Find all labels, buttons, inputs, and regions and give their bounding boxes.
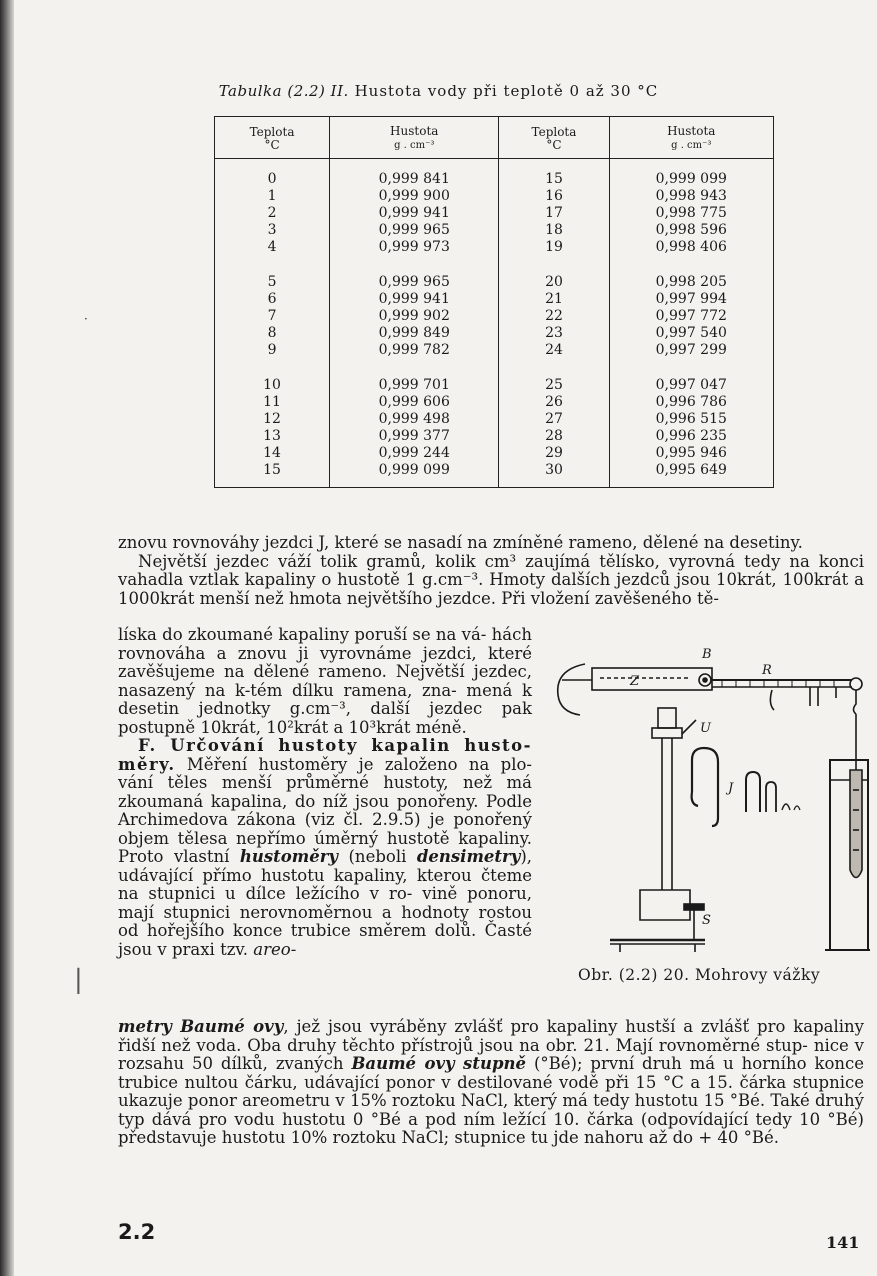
cell-hustota: 0,999 941: [330, 205, 499, 222]
cell-hustota: 0,999 782: [330, 342, 499, 359]
cell-hustota: 0,999 965: [330, 222, 499, 239]
margin-pencil-mark: |: [74, 965, 83, 995]
cell-hustota: 0,999 244: [330, 445, 499, 462]
cell-teplota: 0: [215, 171, 330, 188]
cell-teplota: 21: [499, 291, 609, 308]
cell-hustota: 0,997 047: [655, 377, 727, 393]
margin-speck: ·: [84, 312, 88, 326]
cell-hustota: 0,997 772: [655, 308, 727, 324]
page-binding-edge: [0, 0, 14, 1276]
cell-teplota: 29: [499, 445, 609, 462]
table-row: [215, 377, 774, 394]
cell-hustota: 0,996 515: [655, 411, 727, 427]
cell-hustota: 0,996 235: [655, 428, 727, 444]
cell-hustota: 0,999 498: [330, 411, 499, 428]
cell-hustota: 0,995 649: [655, 462, 727, 478]
label-j: J: [728, 781, 734, 796]
cell-teplota: 13: [215, 428, 330, 445]
cell-hustota: 0,999 849: [330, 325, 499, 342]
cell-teplota: 3: [215, 222, 330, 239]
cell-hustota: 0,997 994: [655, 291, 727, 307]
table-body: [215, 159, 774, 488]
density-table: [214, 116, 774, 488]
cell-teplota: 6: [215, 291, 330, 308]
cell-hustota: 0,999 941: [330, 291, 499, 308]
paragraph-jezdci: Největší jezdec váží tolik gramů, kolik cm³ zaujímá tělísko, vyrovná tedy na konci vahadla vztlak kapaliny o hustotě 1 g.cm⁻³. Hmoty dalších jezdců jsou 10krát, 100krát a 1000krát menší než hmota největšího jezdce. Při vložení zavěšeného tě-: [118, 551, 864, 608]
table-row: [215, 428, 774, 445]
cell-hustota: 0,999 900: [330, 188, 499, 205]
cell-teplota: 26: [499, 394, 609, 411]
cell-teplota: 2: [215, 205, 330, 222]
section-f-text-2: (neboli: [348, 847, 407, 866]
term-areometry-baume: metry Baumé ovy: [118, 1017, 284, 1036]
table-caption: [0, 82, 877, 100]
table-row: [215, 239, 774, 256]
table-row: [215, 274, 774, 291]
table-spacer-row: [215, 479, 774, 488]
figure-caption: Obr. (2.2) 20. Mohrovy vážky: [578, 966, 821, 984]
table-row: [215, 188, 774, 205]
table-row: [215, 171, 774, 188]
cell-teplota: 27: [499, 411, 609, 428]
cell-teplota: 4: [215, 239, 330, 256]
section-number: 2.2: [118, 1220, 156, 1244]
cell-teplota: 19: [499, 239, 609, 256]
table-spacer-row: [215, 256, 774, 274]
cell-hustota: 0,998 943: [655, 188, 727, 204]
cell-hustota: 0,997 540: [655, 325, 727, 341]
section-f-text-1: Měření hustoměry je založeno na plo- vání těles menší průměrné hustoty, než má zkoumaná kapalina, do níž jsou ponořeny. Podle Archimedova zákona (viz čl. 2.9.5) je ponořený objem tělesa nepřímo úměrný hustotě kapaliny. Proto vlastní: [118, 754, 532, 866]
label-s: S: [702, 913, 711, 928]
cell-hustota: 0,999 377: [330, 428, 499, 445]
label-u: U: [700, 721, 711, 736]
table-row: [215, 291, 774, 308]
cell-hustota: 0,998 775: [655, 205, 727, 221]
cell-teplota: 25: [499, 377, 609, 394]
cell-hustota: 0,998 596: [655, 222, 727, 238]
cell-hustota: 0,998 406: [655, 239, 727, 255]
table-caption-prefix: Tabulka (2.2) II.: [218, 82, 349, 100]
table-row: [215, 411, 774, 428]
term-hustomery: hustoměry: [239, 847, 339, 866]
table-row: [215, 222, 774, 239]
table-spacer-row: [215, 159, 774, 172]
cell-hustota: 0,998 205: [655, 274, 727, 290]
cell-hustota: 0,999 902: [330, 308, 499, 325]
cell-hustota: 0,995 946: [655, 445, 727, 461]
section-f-heading: F. Určování hustoty kapalin husto- měry.: [118, 736, 532, 774]
header-teplota-2: Teplota °C: [499, 117, 609, 159]
label-r: R: [762, 663, 772, 678]
paragraph-narrow-column: [118, 626, 532, 959]
cell-teplota: 24: [499, 342, 609, 359]
cell-teplota: 15: [499, 171, 609, 188]
cell-teplota: 17: [499, 205, 609, 222]
table-spacer-row: [215, 359, 774, 377]
cell-hustota: 0,999 606: [330, 394, 499, 411]
table-header-row: [215, 117, 774, 159]
section-f: [118, 737, 532, 959]
paragraph-baume: [118, 1018, 864, 1148]
term-densimetry: densimetry: [416, 847, 521, 866]
density-table-wrap: [214, 116, 774, 512]
cell-teplota: 22: [499, 308, 609, 325]
cell-teplota: 30: [499, 462, 609, 479]
cell-teplota: 23: [499, 325, 609, 342]
table-row: [215, 205, 774, 222]
cell-hustota: 0,999 701: [330, 377, 499, 394]
mohr-balance-figure: [540, 640, 870, 960]
cell-hustota: 0,997 299: [655, 342, 727, 358]
cell-teplota: 16: [499, 188, 609, 205]
cell-hustota: 0,999 099: [655, 171, 727, 187]
label-z: Z: [630, 674, 640, 689]
page-number: 141: [826, 1233, 860, 1252]
cell-teplota: 15: [215, 462, 330, 479]
table-row: [215, 325, 774, 342]
cell-teplota: 10: [215, 377, 330, 394]
table-row: [215, 394, 774, 411]
table-row: [215, 462, 774, 479]
table-row: [215, 445, 774, 462]
cell-hustota: 0,999 099: [330, 462, 499, 479]
header-hustota-1: Hustota g . cm⁻³: [330, 117, 499, 159]
cell-teplota: 5: [215, 274, 330, 291]
cell-teplota: 8: [215, 325, 330, 342]
table-row: [215, 342, 774, 359]
paragraph-line: znovu rovnováhy jezdci J, které se nasadí na zmíněné rameno, dělené na desetiny.: [118, 533, 803, 552]
cell-teplota: 7: [215, 308, 330, 325]
term-areo: areo-: [253, 939, 297, 959]
paragraph-baume-text-1: , jež jsou vyráběny zvlášť pro kapaliny hustší a zvlášť pro kapaliny řidší než voda. Oba druhy těchto přístrojů jsou na obr. 21. Mají rovnoměrné stup- nice v rozsahu 50 dílků, zvaných: [118, 1017, 864, 1073]
cell-teplota: 1: [215, 188, 330, 205]
section-f-text-3: ), udávající přímo hustotu kapaliny, kterou čteme na stupnici u dílce ležícího v ro- vině ponoru, mají stupnici nerovnoměrnou a hodnoty rostou od hořejšího konce trubice směrem dolů. Časté jsou v praxi tzv.: [118, 847, 532, 959]
table-caption-title: Hustota vody při teplotě 0 až 30 °C: [354, 82, 659, 100]
term-baume-stupne: Baumé ovy stupně: [351, 1054, 526, 1073]
cell-teplota: 14: [215, 445, 330, 462]
header-teplota-1: Teplota °C: [215, 117, 330, 159]
cell-teplota: 9: [215, 342, 330, 359]
cell-teplota: 12: [215, 411, 330, 428]
cell-teplota: 20: [499, 274, 609, 291]
cell-teplota: 28: [499, 428, 609, 445]
cell-hustota: 0,999 965: [330, 274, 499, 291]
table-row: [215, 308, 774, 325]
cell-hustota: 0,999 973: [330, 239, 499, 256]
mohr-balance-drawing: [540, 640, 870, 960]
cell-hustota: 0,999 841: [330, 171, 499, 188]
header-hustota-2: Hustota g . cm⁻³: [609, 117, 773, 159]
cell-teplota: 11: [215, 394, 330, 411]
cell-teplota: 18: [499, 222, 609, 239]
label-b: B: [702, 647, 712, 662]
paragraph-jezdci-cont: líska do zkoumané kapaliny poruší se na vá- hách rovnováha a znovu ji vyrovnáme jezdci, které zavěšujeme na dělené rameno. Největší jezdec, nasazený na k-tém dílku ramena, zna- mená k desetin jednotky g.cm⁻³, další jezdec pak postupně 10krát, 10²krát a 10³krát méně.: [118, 625, 532, 737]
paragraph-continuation: [118, 534, 864, 608]
paragraph-full-bottom: [118, 1018, 864, 1148]
paragraph-baume-text-2: (°Bé); první druh má u horního konce trubice nultou čárku, udávající ponor v destilované vodě při 15 °C a 15. čárka stupnice ukazuje ponor areometru v 15% roztoku NaCl, který má tedy hustotu 15 °Bé. Také druhý typ dává pro vodu hustotu 0 °Bé a pod ním ležící 10. čárka (odpovídající tedy 10 °Bé) představuje hustotu 10% roztoku NaCl; stupnice tu jde nahoru až do + 40 °Bé.: [118, 1054, 865, 1147]
cell-hustota: 0,996 786: [655, 394, 727, 410]
